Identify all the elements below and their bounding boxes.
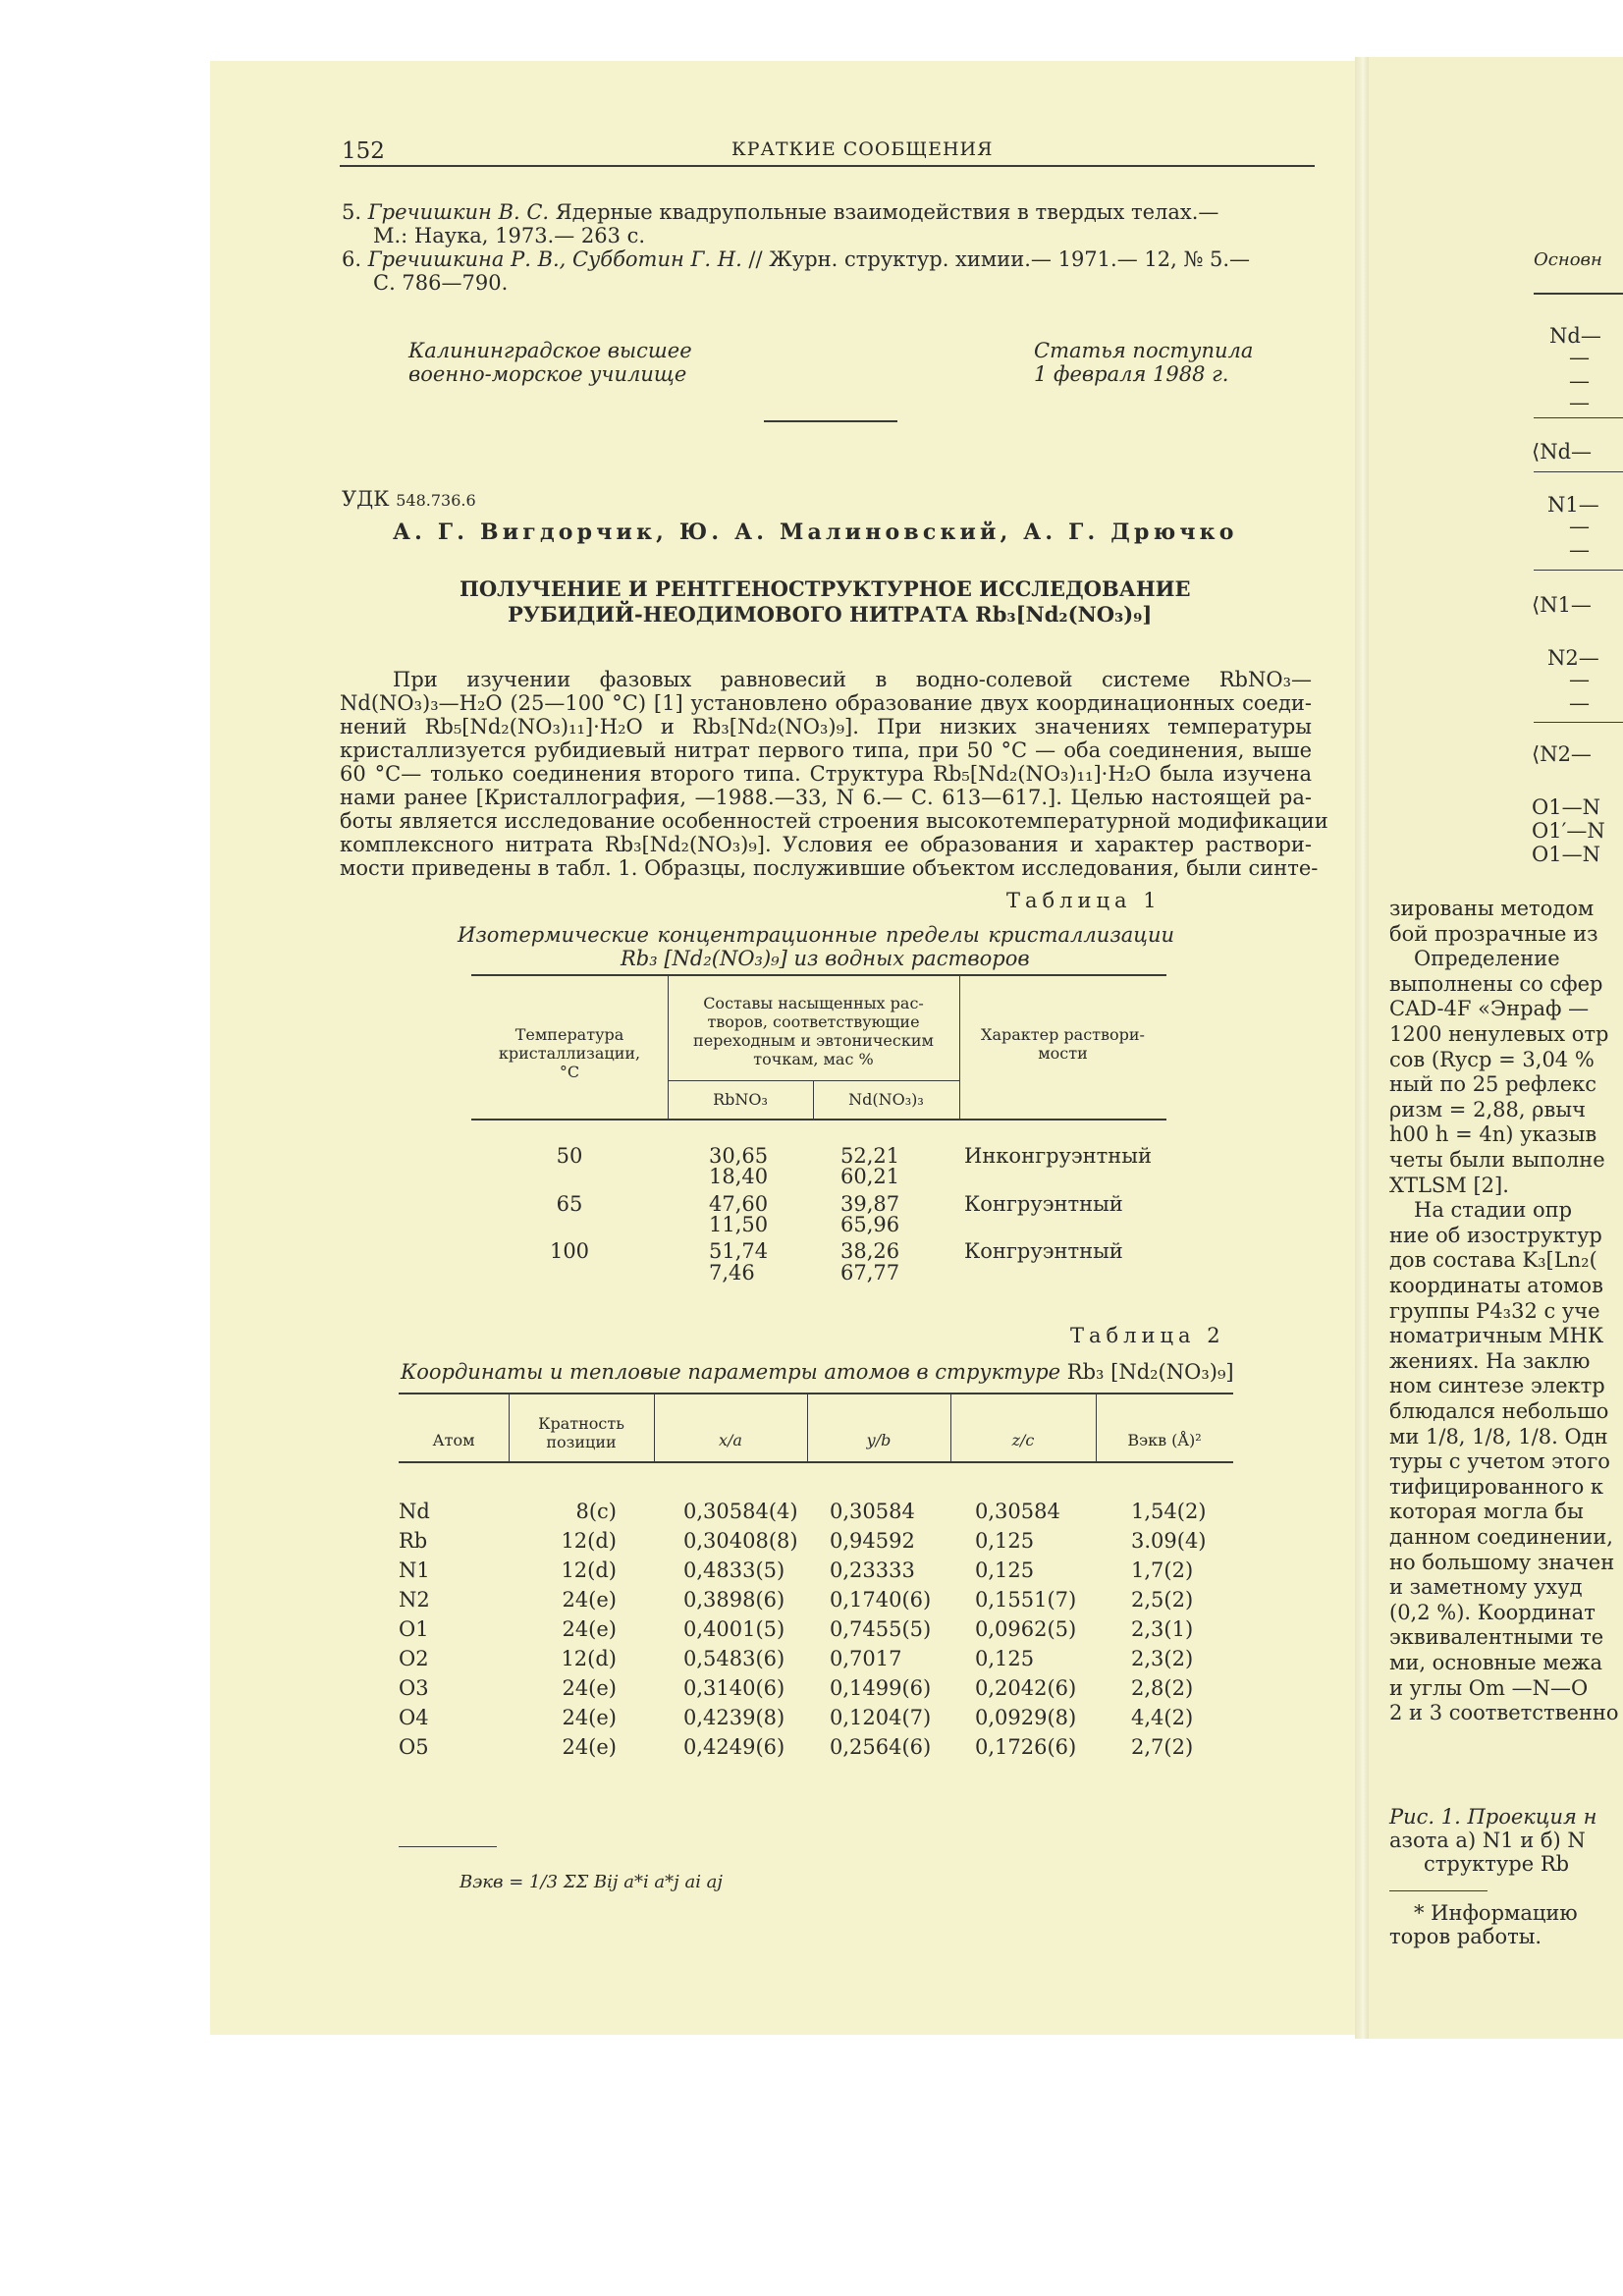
table2-header: Bэкв (Å)² <box>1127 1431 1202 1449</box>
table-cell: 0,7455(5) <box>830 1617 932 1641</box>
atom-label: O3 <box>399 1676 429 1700</box>
table-cell: 3.09(4) <box>1131 1529 1207 1553</box>
table-cell: 12(d) <box>561 1558 617 1582</box>
table-cell: 0,2042(6) <box>975 1676 1077 1700</box>
table-col-divider <box>807 1393 808 1461</box>
table-cell: 24(e) <box>562 1735 617 1759</box>
table2-header: Атом <box>432 1431 475 1449</box>
table-cell: 1,54(2) <box>1131 1500 1207 1523</box>
right-body-line: XTLSM [2]. <box>1389 1173 1509 1197</box>
body-line: При изучении фазовых равновесий в водно-солевой системе RbNO₃— <box>393 668 1312 691</box>
right-body-line: 1200 ненулевых отр <box>1389 1022 1609 1046</box>
body-line: боты является исследование особенностей строения высокотемпературной модификации <box>340 809 1328 833</box>
right-page-rule <box>1534 417 1623 418</box>
table-cell: 0,4833(5) <box>683 1558 785 1582</box>
table-fragment-cell: O1—N <box>1532 843 1600 866</box>
table-cell: 0,2564(6) <box>830 1735 932 1759</box>
table-cell: 24(e) <box>562 1617 617 1641</box>
table-cell: 0,30408(8) <box>683 1529 798 1553</box>
table-cell: 0,1204(7) <box>830 1706 932 1729</box>
table-label: Таблица 2 <box>1070 1324 1225 1347</box>
table-cell: 0,1726(6) <box>975 1735 1077 1759</box>
right-body-line: данном соединении, <box>1389 1525 1613 1549</box>
article-title-line: ПОЛУЧЕНИЕ И РЕНТГЕНОСТРУКТУРНОЕ ИССЛЕДОВАНИЕ <box>460 576 1191 601</box>
reference-item: 5. Гречишкин В. С. Ядерные квадрупольные взаимодействия в твердых телах.— <box>342 200 1219 224</box>
separator-rule <box>764 420 897 422</box>
table-fragment-cell: — <box>1569 668 1590 691</box>
right-body-line: которая могла бы <box>1389 1500 1584 1524</box>
table-cell: 0,1551(7) <box>975 1588 1077 1612</box>
atom-label: Rb <box>399 1529 428 1553</box>
right-page-rule <box>1534 722 1623 723</box>
right-body-line: группы P4₃32 с уче <box>1389 1298 1600 1323</box>
table-fragment-cell: O1—N <box>1532 795 1600 819</box>
table-cell: 8(c) <box>575 1500 617 1523</box>
table-cell: 0,4001(5) <box>683 1617 785 1641</box>
body-line: мости приведены в табл. 1. Образцы, послужившие объектом исследования, были синте- <box>340 856 1319 880</box>
table-cell: 0,30584 <box>830 1500 915 1523</box>
running-title: КРАТКИЕ СООБЩЕНИЯ <box>731 138 994 160</box>
affiliation-line: военно-морское училище <box>408 362 687 386</box>
atom-label: O5 <box>399 1735 429 1759</box>
table-cell: Конгруэнтный <box>964 1239 1123 1263</box>
table-cell: Конгруэнтный <box>964 1192 1123 1216</box>
table-rule <box>399 1461 1233 1463</box>
table-cell: 0,125 <box>975 1558 1035 1582</box>
table-cell: 0,30584(4) <box>683 1500 798 1523</box>
received-date: 1 февраля 1988 г. <box>1034 362 1229 386</box>
right-body-line: тифицированного к <box>1389 1474 1604 1499</box>
reference-item: 6. Гречишкина Р. В., Субботин Г. Н. // Журн. структур. химии.— 1971.— 12, № 5.— <box>342 247 1251 271</box>
table-fragment-cell: — <box>1569 515 1590 538</box>
udc: УДК 548.736.6 <box>342 487 476 511</box>
atom-label: O4 <box>399 1706 429 1729</box>
figure-caption: структуре Rb <box>1424 1852 1570 1876</box>
table1-header-temp: Температура кристаллизации, °С <box>498 1025 641 1081</box>
table-cell: 4,4(2) <box>1131 1706 1194 1729</box>
table-rule <box>399 1393 1233 1394</box>
table1-header-composition: Составы насыщенных рас- творов, соответствующие переходным и эвтоническим точкам, мас % <box>693 994 934 1068</box>
right-body-line: номатричным МНК <box>1389 1324 1604 1348</box>
table-cell: Инконгруэнтный <box>964 1144 1152 1168</box>
table-cell: 0,125 <box>975 1529 1035 1553</box>
table-cell: 0,94592 <box>830 1529 915 1553</box>
atom-label: Nd <box>399 1500 430 1523</box>
table-cell: 47,60 <box>709 1192 769 1216</box>
table-cell: 2,5(2) <box>1131 1588 1194 1612</box>
footnote-rule <box>1389 1890 1488 1891</box>
table-rule <box>471 974 1166 976</box>
table-cell: 0,23333 <box>830 1558 915 1582</box>
atom-label: N2 <box>399 1588 430 1612</box>
atom-label: N1 <box>399 1558 430 1582</box>
footnote-rule <box>399 1846 497 1847</box>
article-title-line: РУБИДИЙ-НЕОДИМОВОГО НИТРАТА Rb₃[Nd₂(NO₃)₉] <box>508 602 1153 627</box>
right-page-rule <box>1534 471 1623 472</box>
table-cell: 2,8(2) <box>1131 1676 1194 1700</box>
footnote: * Информацию <box>1414 1901 1578 1925</box>
table-rule <box>471 1119 1166 1121</box>
table-cell: 0,1740(6) <box>830 1588 932 1612</box>
right-body-line: ми 1/8, 1/8, 1/8. Одн <box>1389 1424 1608 1449</box>
right-body-line: четы были выполне <box>1389 1148 1605 1172</box>
table-fragment-cell: ⟨Nd— <box>1532 440 1593 464</box>
table-fragment-cell: N1— <box>1547 493 1599 517</box>
table-cell: 0,7017 <box>830 1647 902 1670</box>
right-body-line: сов (Rуср = 3,04 % <box>1389 1047 1595 1071</box>
table-cell: 0,3140(6) <box>683 1676 785 1700</box>
table-cell: 65 <box>556 1192 583 1216</box>
table-cell: 0,0962(5) <box>975 1617 1077 1641</box>
right-body-line: h00 h = 4n) указыв <box>1389 1122 1597 1147</box>
right-body-line: координаты атомов <box>1389 1274 1603 1297</box>
table-cell: 0,1499(6) <box>830 1676 932 1700</box>
footnote-formula: Bэкв = 1/3 ΣΣ Bij a*i a*j ai aj <box>460 1872 723 1892</box>
affiliation-line: Калининградское высшее <box>408 339 692 362</box>
right-body-line: туры с учетом этого <box>1389 1449 1610 1474</box>
atom-label: O1 <box>399 1617 429 1641</box>
figure-caption: азота а) N1 и б) N <box>1389 1829 1586 1852</box>
table-fragment-cell: — <box>1569 391 1590 414</box>
right-body-line: но большому значен <box>1389 1550 1615 1574</box>
right-page-rule <box>1534 293 1623 295</box>
table-cell: 24(e) <box>562 1588 617 1612</box>
atom-label: O2 <box>399 1647 429 1670</box>
table-cell: 65,96 <box>840 1213 900 1236</box>
table-fragment-cell: — <box>1569 369 1590 393</box>
right-body-line: ние об изоструктур <box>1389 1223 1602 1247</box>
table-col-divider <box>950 1393 951 1461</box>
right-body-line: 2 и 3 соответственно <box>1389 1701 1619 1725</box>
right-body-line: блюдался небольшо <box>1389 1399 1609 1423</box>
body-line: кристаллизуется рубидиевый нитрат первого типа, при 50 °С — оба соединения, выше <box>340 738 1312 762</box>
page-gutter <box>1355 57 1369 2039</box>
table-cell: 2,3(1) <box>1131 1617 1194 1641</box>
table1-subheader: Nd(NO₃)₃ <box>848 1090 924 1109</box>
table2-header: z/c <box>1011 1431 1035 1449</box>
right-body-line: эквивалентными те <box>1389 1625 1604 1650</box>
footnote: торов работы. <box>1389 1925 1542 1948</box>
page-number: 152 <box>342 138 385 164</box>
body-line: нами ранее [Кристаллография, —1988.—33, N 6.— С. 613—617.]. Целью настоящей ра- <box>340 786 1312 809</box>
table-cell: 0,4249(6) <box>683 1735 785 1759</box>
right-body-line: (0,2 %). Координат <box>1389 1600 1596 1624</box>
right-body-line: На стадии опр <box>1414 1198 1573 1223</box>
right-body-line: зированы методом <box>1389 897 1595 920</box>
table-cell: 39,87 <box>840 1192 900 1216</box>
table-cell: 0,125 <box>975 1647 1035 1670</box>
right-body-line: и заметному ухуд <box>1389 1575 1583 1600</box>
reference-continuation: М.: Наука, 1973.— 263 с. <box>373 224 646 247</box>
right-body-line: жениях. На заклю <box>1389 1348 1591 1373</box>
table-fragment-cell: Nd— <box>1549 324 1601 348</box>
table-fragment-cell: — <box>1569 538 1590 562</box>
table2-header: Кратность позиции <box>538 1414 624 1451</box>
table-fragment-cell: O1′—N <box>1532 819 1605 843</box>
table-cell: 52,21 <box>840 1144 900 1168</box>
table-cell: 30,65 <box>709 1144 769 1168</box>
reference-continuation: С. 786—790. <box>373 271 509 295</box>
table-fragment-cell: — <box>1569 346 1590 369</box>
table-cell: 0,30584 <box>975 1500 1060 1523</box>
right-body-line: бой прозрачные из <box>1389 921 1598 946</box>
article-authors: А. Г. Вигдорчик, Ю. А. Малиновский, А. Г. Дрючко <box>393 519 1238 545</box>
table-cell: 2,7(2) <box>1131 1735 1194 1759</box>
table-cell: 0,4239(8) <box>683 1706 785 1729</box>
figure-caption: Рис. 1. Проекция н <box>1389 1805 1597 1829</box>
table-cell: 1,7(2) <box>1131 1558 1194 1582</box>
right-body-line: и углы Om —N—O <box>1389 1675 1589 1700</box>
table-cell: 0,0929(8) <box>975 1706 1077 1729</box>
table-cell: 0,3898(6) <box>683 1588 785 1612</box>
table-cell: 12(d) <box>561 1647 617 1670</box>
received-line: Статья поступила <box>1034 339 1254 362</box>
right-body-line: ном синтезе электр <box>1389 1374 1605 1398</box>
table-cell: 12(d) <box>561 1529 617 1553</box>
table-cell: 11,50 <box>709 1213 769 1236</box>
table-rule <box>668 1080 959 1081</box>
right-body-line: Определение <box>1414 947 1560 971</box>
table-caption: Изотермические концентрационные пределы кристаллизации <box>458 923 1174 947</box>
header-rule <box>340 165 1315 167</box>
body-line: 60 °С— только соединения второго типа. Структура Rb₅[Nd₂(NO₃)₁₁]·H₂O была изучена <box>340 762 1312 786</box>
table-label: Таблица 1 <box>1006 889 1162 912</box>
table-fragment-cell: N2— <box>1547 646 1599 670</box>
table2-header: x/a <box>719 1431 742 1449</box>
table-cell: 7,46 <box>709 1261 755 1285</box>
right-page-rule <box>1534 570 1623 571</box>
table-cell: 24(e) <box>562 1676 617 1700</box>
table-cell: 24(e) <box>562 1706 617 1729</box>
body-line: нений Rb₅[Nd₂(NO₃)₁₁]·H₂O и Rb₃[Nd₂(NO₃)₉]. При низких значениях температуры <box>340 715 1312 738</box>
table-fragment-cell: ⟨N2— <box>1532 742 1592 766</box>
table2-header: y/b <box>866 1431 892 1449</box>
table-cell: 2,3(2) <box>1131 1647 1194 1670</box>
table-cell: 60,21 <box>840 1165 900 1188</box>
table-cell: 0,5483(6) <box>683 1647 785 1670</box>
right-body-line: ми, основные межа <box>1389 1651 1602 1674</box>
table-cell: 18,40 <box>709 1165 769 1188</box>
table-caption: Координаты и тепловые параметры атомов в структуре Rb₃ [Nd₂(NO₃)₉] <box>401 1360 1234 1384</box>
table-cell: 67,77 <box>840 1261 900 1285</box>
table-col-divider <box>1096 1393 1097 1461</box>
right-page-label: Основн <box>1534 249 1602 270</box>
right-body-line: дов состава K₃[Ln₂( <box>1389 1248 1597 1273</box>
table-cell: 38,26 <box>840 1239 900 1263</box>
table-cell: 50 <box>556 1144 583 1168</box>
table-col-divider <box>654 1393 655 1461</box>
table1-header-character: Характер раствори- мости <box>981 1025 1145 1063</box>
table-fragment-cell: — <box>1569 691 1590 715</box>
right-body-line: ρизм = 2,88, ρвыч <box>1389 1097 1586 1121</box>
right-body-line: CAD-4F «Энраф — <box>1389 997 1590 1021</box>
table-caption: Rb₃ [Nd₂(NO₃)₉] из водных растворов <box>621 947 1030 970</box>
right-body-line: выполнены со сфер <box>1389 971 1603 996</box>
body-line: Nd(NO₃)₃—H₂O (25—100 °С) [1] установлено образование двух координационных соеди- <box>340 691 1312 715</box>
body-line: комплексного нитрата Rb₃[Nd₂(NO₃)₉]. Условия ее образования и характер раствори- <box>340 833 1312 856</box>
table-cell: 51,74 <box>709 1239 769 1263</box>
table1-subheader: RbNO₃ <box>713 1090 768 1109</box>
table-cell: 100 <box>549 1239 590 1263</box>
right-body-line: ный по 25 рефлекс <box>1389 1072 1597 1097</box>
table-fragment-cell: ⟨N1— <box>1532 593 1592 617</box>
